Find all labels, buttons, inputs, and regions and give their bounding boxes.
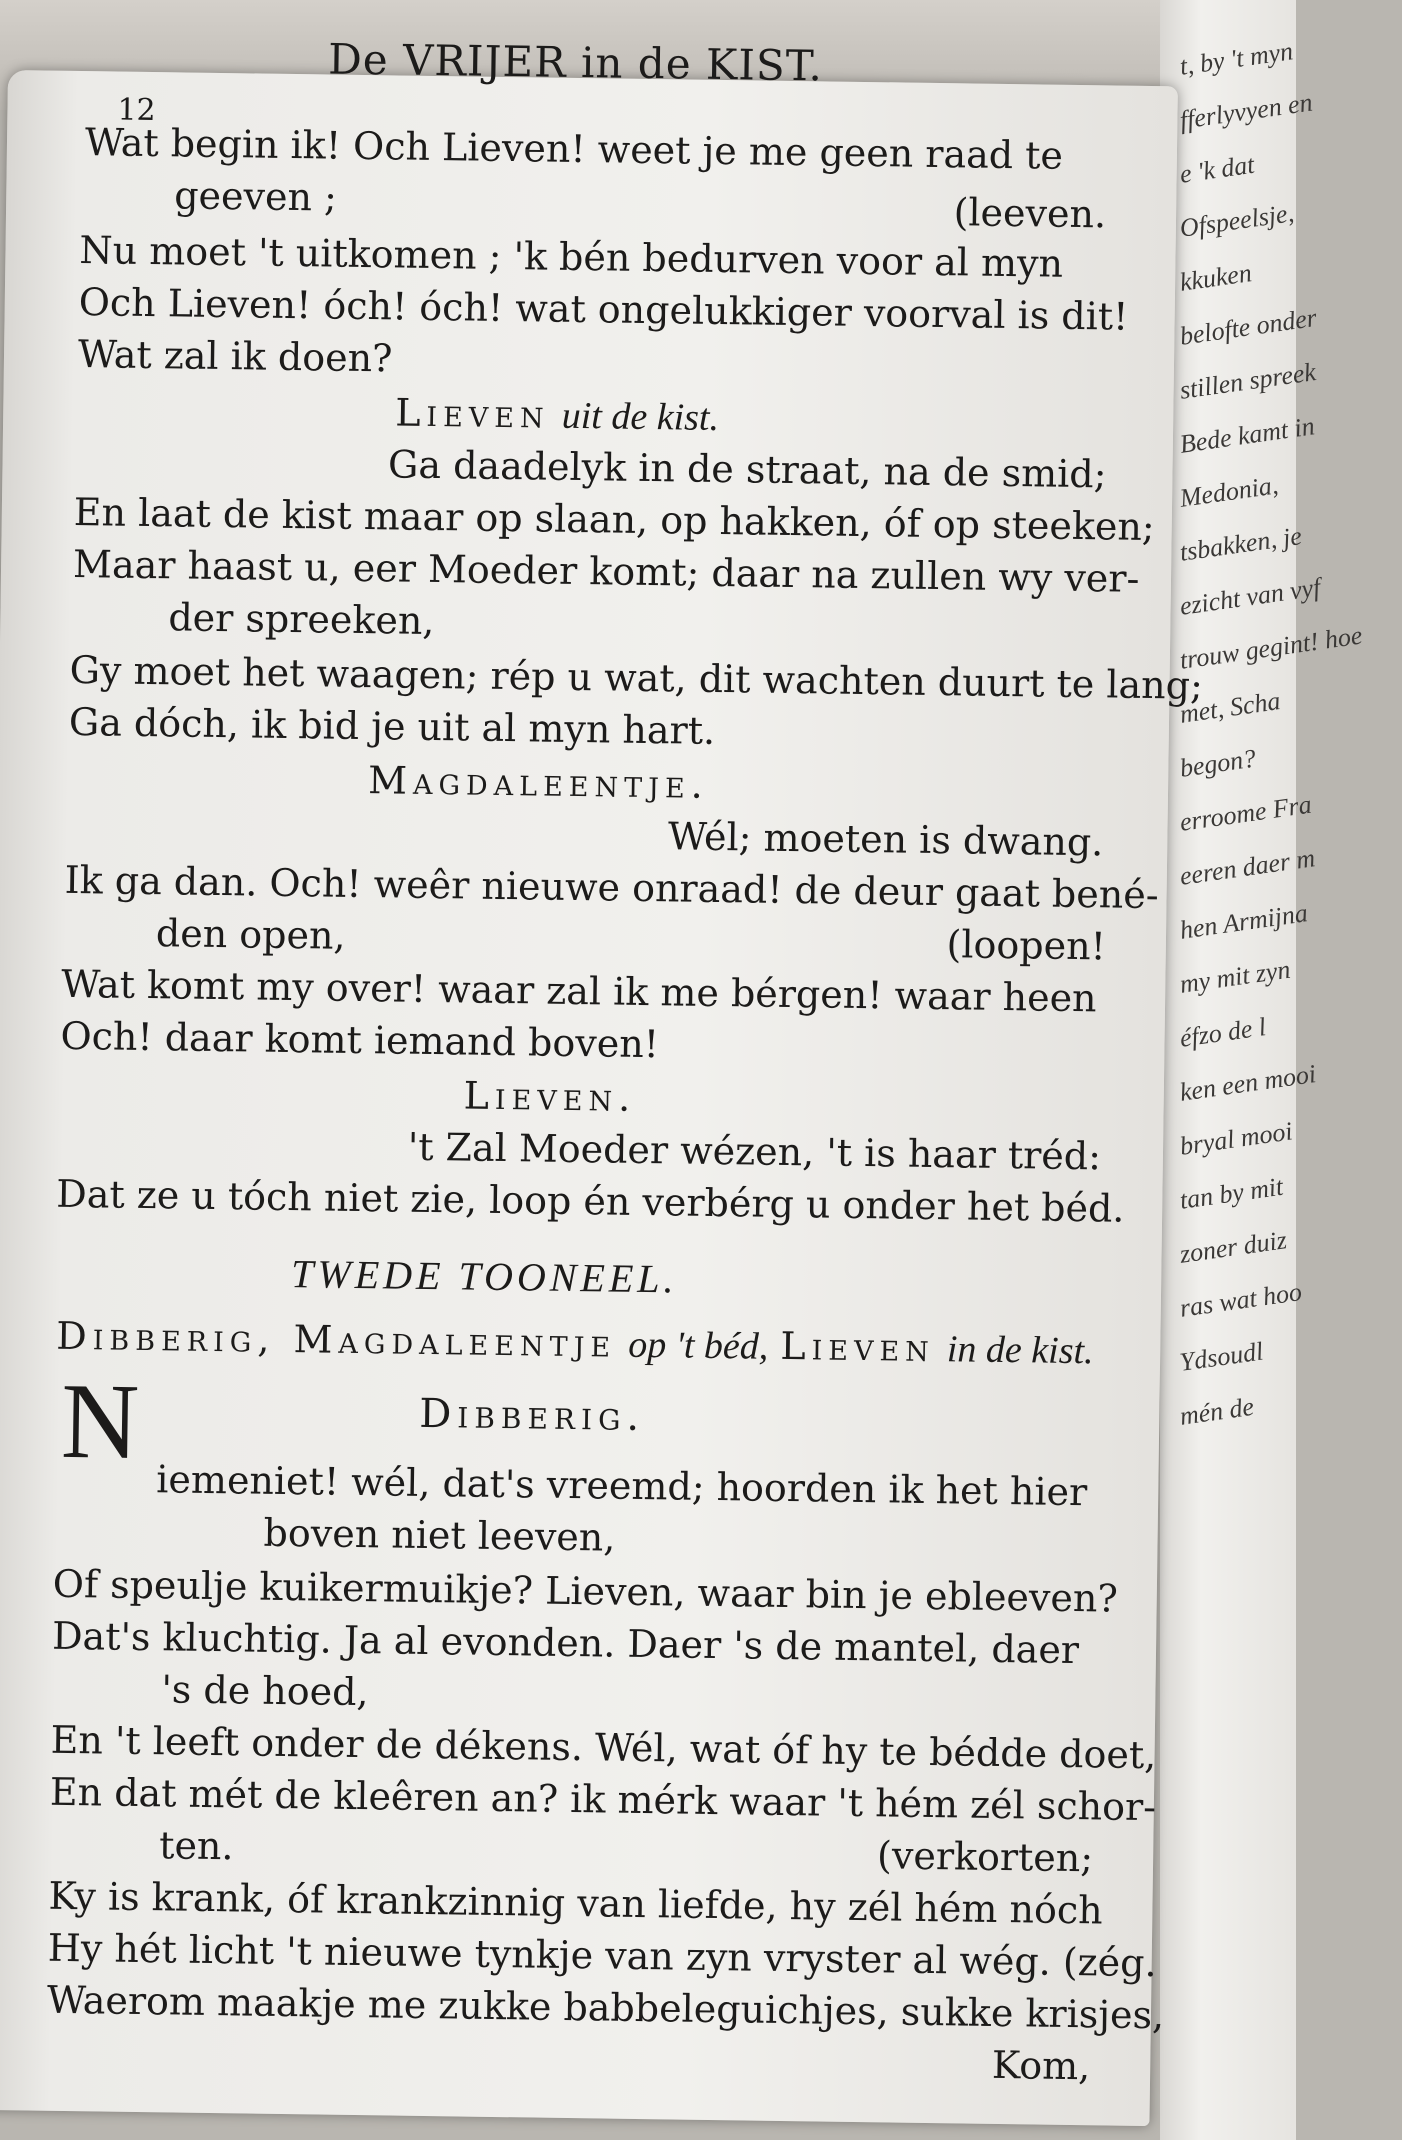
- facing-page-fragment: e 'k dat: [1177, 149, 1257, 189]
- facing-page-fragment: t, by 't myn: [1177, 36, 1295, 81]
- text-line: Maar haast u, eer Moeder komt; daar na zullen wy ver-: [72, 541, 1140, 601]
- text-line: Och Lieven! óch! óch! wat ongelukkiger voorval is dit!: [78, 280, 1129, 339]
- text-line: ten.: [158, 1823, 234, 1869]
- cast-name-lieven: Lieven: [780, 1323, 936, 1371]
- stage-direction: in de kist.: [946, 1328, 1094, 1373]
- facing-page-fragment: met, Scha: [1177, 686, 1283, 729]
- text-line: Wat komt my over! waar zal ik me bérgen! waar heen: [60, 961, 1097, 1021]
- text-line: Dat ze u tóch niet zie, loop én verbérg u onder het béd.: [56, 1171, 1125, 1231]
- text-line: boven niet leeven,: [263, 1510, 616, 1560]
- facing-page-fragment: mén de: [1177, 1391, 1256, 1431]
- book-page: [0, 34, 1204, 2126]
- facing-page-fragment: begon?: [1177, 743, 1258, 783]
- facing-page-fragment: tsbakken, je: [1177, 521, 1304, 567]
- facing-page-fragment: ras wat hoo: [1177, 1277, 1304, 1323]
- text-line: Dat's kluchtig. Ja al evonden. Daer 's de mantel, daer: [51, 1613, 1080, 1673]
- facing-page-fragment: ken een mooi: [1177, 1059, 1318, 1107]
- text-line: En 't leeft onder de dékens. Wél, wat óf hy te bédde doet,: [50, 1717, 1157, 1778]
- text-line: den open,: [155, 911, 346, 958]
- text-line: Ga dóch, ik bid je uit al myn hart.: [68, 699, 716, 753]
- facing-page: [1160, 0, 1365, 2140]
- facing-page-fragment: belofte onder: [1177, 302, 1319, 351]
- text-line: En dat mét de kleêren an? ik mérk waar 't hém zél schor-: [49, 1769, 1157, 1830]
- text-line: iemeniet! wél, dat's vreemd; hoorden ik het hier: [156, 1457, 1088, 1515]
- facing-page-fragment: Bede kamt in: [1177, 411, 1317, 459]
- running-head: De VRIJER in de KIST.: [327, 34, 824, 91]
- text-line: Wat begin ik! Och Lieven! weet je me geen raad te: [84, 120, 1064, 178]
- text-line: Hy hét licht 't nieuwe tynkje van zyn vryster al wég. (zég.: [47, 1925, 1157, 1986]
- facing-page-text: [1177, 36, 1400, 1444]
- text-line: (leeven.: [953, 190, 1107, 237]
- text-line: Gy moet het waagen; rép u wat, dit wachten duurt te lang;: [69, 647, 1204, 708]
- text-line: (verkorten;: [876, 1833, 1094, 1881]
- text-line: Waerom maakje me zukke babbeleguichjes, sukke krisjes,: [46, 1977, 1165, 2038]
- text-line: Wél; moeten is dwang.: [667, 814, 1104, 865]
- stage-direction: op 't béd,: [627, 1323, 769, 1368]
- text-line: Of speulje kuikermuikje? Lieven, waar bin je ebleeven?: [52, 1561, 1119, 1621]
- text-line: Wat zal ik doen?: [77, 332, 393, 381]
- facing-page-fragment: erroome Fra: [1177, 789, 1314, 837]
- text-line: 't Zal Moeder wézen, 't is haar tréd:: [407, 1124, 1102, 1179]
- facing-page-fragment: ezicht van vyf: [1177, 572, 1323, 621]
- cast-line: [56, 1313, 1094, 1373]
- scene-heading: TWEDE TOONEEL.: [290, 1251, 678, 1302]
- facing-page-fragment: my mit zyn: [1177, 954, 1293, 999]
- facing-page-fragment: Ydsoudl: [1177, 1336, 1265, 1377]
- facing-page-fragment: eeren daer m: [1177, 843, 1317, 891]
- facing-page-fragment: éfzo de l: [1177, 1012, 1268, 1053]
- facing-page-fragment: tan by mit: [1177, 1171, 1285, 1215]
- facing-page-fragment: bryal mooi: [1177, 1116, 1295, 1161]
- speaker-name: Lieven: [394, 390, 551, 437]
- cast-names: Dibberig, Magdaleentje: [56, 1313, 617, 1366]
- text-line: 's de hoed,: [161, 1667, 369, 1715]
- stage-direction: uit de kist.: [561, 394, 720, 439]
- text-line: Ik ga dan. Och! weêr nieuwe onraad! de deur gaat bené-: [64, 857, 1159, 918]
- text-line: En laat de kist maar op slaan, op hakken, óf op steeken;: [73, 489, 1155, 550]
- facing-page-fragment: trouw gegint! hoe: [1177, 620, 1365, 675]
- facing-page-fragment: stillen spreek: [1177, 357, 1318, 405]
- page-number: 12: [117, 92, 156, 129]
- facing-page-fragment: Ofspeelsje,: [1177, 198, 1296, 243]
- facing-page-fragment: fferlyvyen en: [1177, 87, 1315, 135]
- speaker-name: Magdaleentje.: [367, 758, 710, 807]
- text-line: Och! daar komt iemand boven!: [60, 1013, 660, 1067]
- text-line: (loopen!: [946, 922, 1107, 969]
- text-line: Ga daadelyk in de straat, na de smid;: [387, 442, 1107, 497]
- drop-cap: N: [60, 1361, 140, 1482]
- facing-page-fragment: zoner duiz: [1177, 1225, 1289, 1269]
- catchword: Kom,: [991, 2042, 1091, 2089]
- text-line: geeven ;: [173, 173, 338, 220]
- speaker-name: Dibberig.: [418, 1390, 646, 1441]
- facing-page-fragment: Medonia,: [1177, 470, 1280, 513]
- facing-page-fragment: kkuken: [1177, 258, 1254, 297]
- text-line: der spreeken,: [168, 595, 435, 644]
- speaker-heading: [394, 390, 720, 439]
- text-line: Nu moet 't uitkomen ; 'k bén bedurven voor al myn: [79, 228, 1064, 286]
- speaker-name: Lieven.: [463, 1073, 637, 1120]
- text-line: Ky is krank, óf krankzinnig van liefde, hy zél hém nóch: [48, 1873, 1103, 1933]
- facing-page-fragment: hen Armijna: [1177, 898, 1310, 945]
